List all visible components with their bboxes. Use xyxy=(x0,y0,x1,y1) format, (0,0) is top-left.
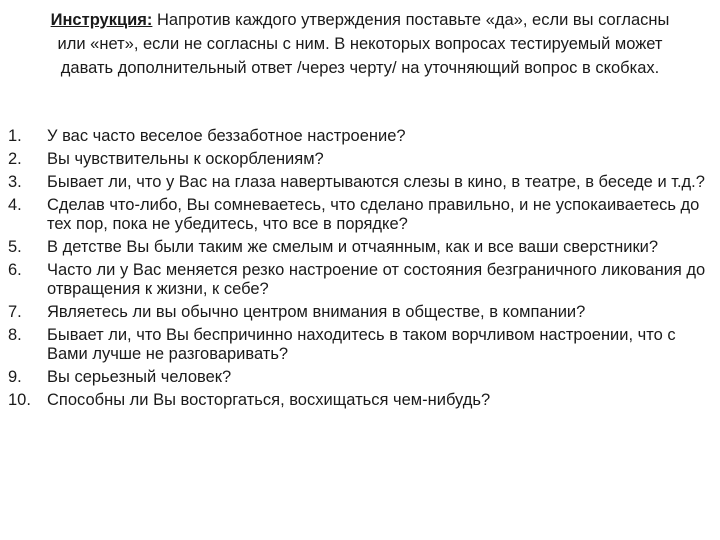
question-item xyxy=(8,127,714,146)
instruction-label: Инструкция: xyxy=(50,11,153,29)
question-text: Вы чувствительны к оскорблениям? xyxy=(47,150,324,168)
question-item xyxy=(8,368,714,387)
question-text: Вы серьезный человек? xyxy=(47,368,232,386)
question-text: Сделав что-либо, Вы сомневаетесь, что сделано правильно, и не успокаиваетесь до тех пор, пока не убедитесь, что все в порядке? xyxy=(47,196,700,233)
question-number: 10. xyxy=(8,391,31,409)
question-text: Бывает ли, что у Вас на глаза навертываются слезы в кино, в театре, в беседе и т.д.? xyxy=(47,173,705,191)
question-number: 9. xyxy=(8,368,22,386)
question-item xyxy=(8,303,714,322)
question-item xyxy=(8,150,714,169)
questions-list xyxy=(8,127,714,414)
question-text: У вас часто веселое беззаботное настроение? xyxy=(47,127,406,145)
question-number: 4. xyxy=(8,196,22,214)
instruction-text: Напротив каждого утверждения поставьте «да», если вы согласны или «нет», если не согласны с ним. В некоторых вопросах тестируемый может давать дополнительный ответ /через черту/ на уточняющий вопрос в скобках. xyxy=(57,11,670,77)
question-number: 3. xyxy=(8,173,22,191)
question-number: 1. xyxy=(8,127,22,145)
question-number: 7. xyxy=(8,303,22,321)
question-number: 8. xyxy=(8,326,22,344)
question-item xyxy=(8,196,714,234)
question-number: 2. xyxy=(8,150,22,168)
question-item xyxy=(8,261,714,299)
question-text: Являетесь ли вы обычно центром внимания в обществе, в компании? xyxy=(47,303,586,321)
question-item xyxy=(8,391,714,410)
question-item xyxy=(8,326,714,364)
question-text: Бывает ли, что Вы беспричинно находитесь в таком ворчливом настроении, что с Вами лучше не разговаривать? xyxy=(47,326,676,363)
question-number: 6. xyxy=(8,261,22,279)
instruction-paragraph xyxy=(40,8,680,80)
question-item xyxy=(8,173,714,192)
question-text: В детстве Вы были таким же смелым и отчаянным, как и все ваши сверстники? xyxy=(47,238,659,256)
question-number: 5. xyxy=(8,238,22,256)
question-item xyxy=(8,238,714,257)
question-text: Способны ли Вы восторгаться, восхищаться чем-нибудь? xyxy=(47,391,491,409)
question-text: Часто ли у Вас меняется резко настроение от состояния безграничного ликования до отвращения к жизни, к себе? xyxy=(47,261,706,298)
